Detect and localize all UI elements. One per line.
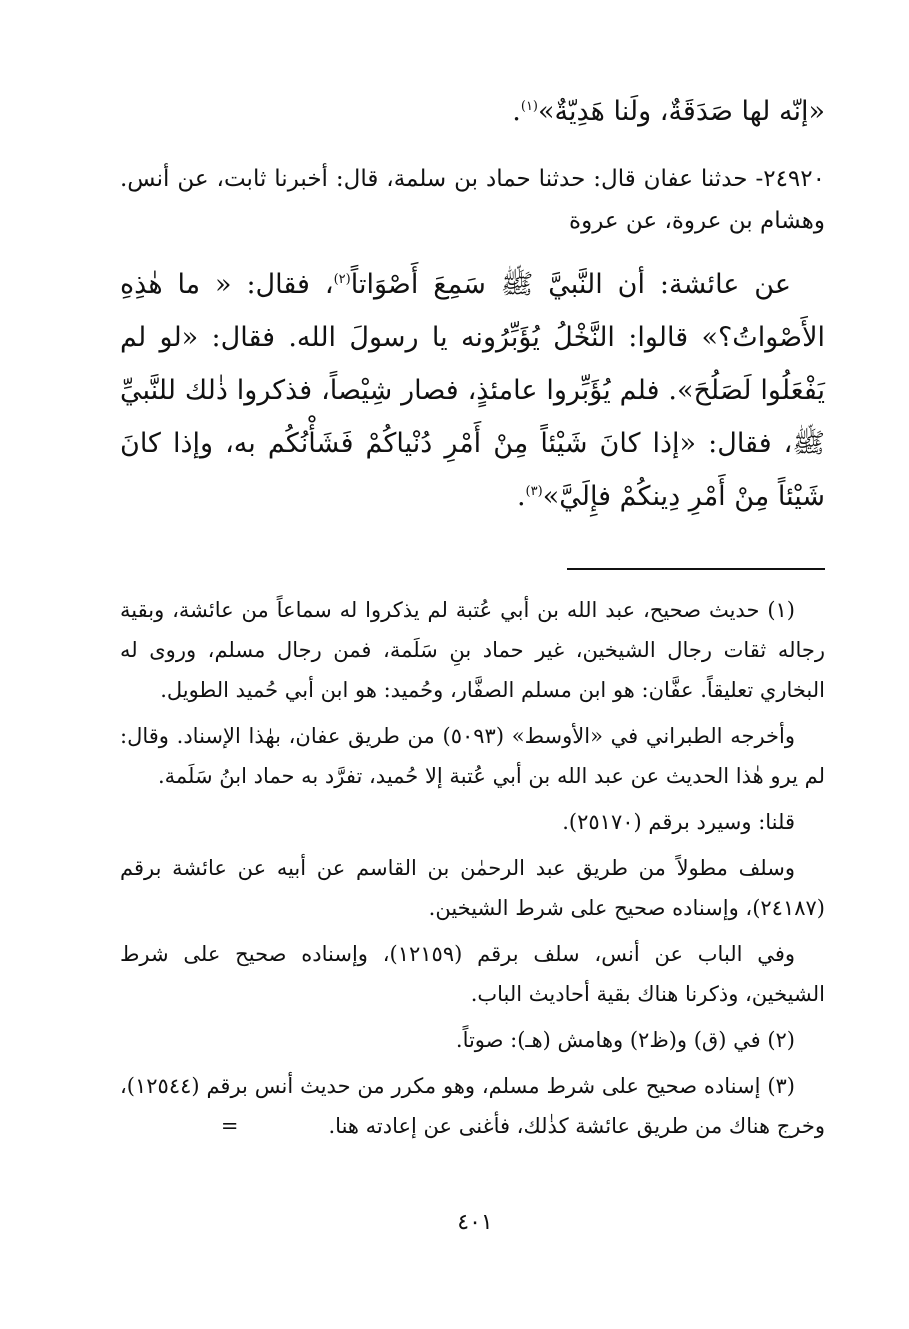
footnote-ref-3: (٣) [525, 484, 543, 499]
footnote-1-paragraph-2: وأخرجه الطبراني في «الأوسط» (٥٠٩٣) من طريق عفان، بهٰذا الإسناد. وقال: لم يرو هٰذا الحديث عن عبد الله بن أبي عُتبة إلا حُميد، تفرَّد به حماد ابنُ سَلَمة. [120, 724, 825, 788]
page [120, 0, 825, 1329]
page-number: ٤٠١ [457, 1210, 493, 1235]
footnote-3-text: (٣) إسناده صحيح على شرط مسلم، وهو مكرر من حديث أنس برقم (١٢٥٤٤)، وخرج هناك من طريق عائشة كذٰلك، فأغنى عن إعادته هنا. [120, 1074, 825, 1138]
footnote-3 [120, 1066, 825, 1146]
footnote-2: (٢) في (ق) و(ظ٢) وهامش (هـ): صوتاً. [455, 1028, 795, 1052]
previous-hadith-ending [120, 86, 825, 138]
footnote-ref-1: (١) [520, 99, 538, 114]
hadith-text-fragment: «إنّه لها صَدَقَةٌ، ولَنا هَدِيّةٌ» [538, 96, 825, 127]
isnad-text: حدثنا عفان قال: حدثنا حماد بن سلمة، قال: أخبرنا ثابت، عن أنس. وهشام بن عروة، عن عروة [120, 166, 825, 234]
footnote-divider [567, 568, 825, 570]
footnote-1-paragraph-3: قلنا: وسيرد برقم (٢٥١٧٠). [562, 810, 795, 834]
hadith-number: ٢٤٩٢٠- [755, 166, 825, 192]
matn-part-2: ، فقال: « ما هٰذِهِ الأَصْواتُ؟» قالوا: النَّخْلُ يُؤَبِّرُونه يا رسولَ الله. فقال: «لو لم يَفْعَلُوا لَصَلُحَ». فلم يُؤَبِّروا عامئذٍ، فصار شِيْصاً، فذكروا ذٰلك للنَّبيِّ ﷺ، فقال: «إذا كانَ شَيْئاً مِنْ أَمْرِ دُنْياكُمْ فَشَأْنُكُم به، وإذا كانَ شَيْئاً مِنْ أَمْرِ دِينكُمْ فإِلَيَّ» [120, 269, 825, 512]
hadith-isnad [120, 158, 825, 242]
matn-part-1: عن عائشة: أن النَّبيَّ ﷺ سَمِعَ أَصْوَاتاً [350, 269, 791, 300]
footnote-1-paragraph-4: وسلف مطولاً من طريق عبد الرحمٰن بن القاسم عن أبيه عن عائشة برقم (٢٤١٨٧)، وإسناده صحيح على شرط الشيخين. [120, 856, 825, 920]
hadith-matn [120, 258, 825, 523]
period: . [512, 96, 521, 127]
footnote-ref-2: (٢) [333, 272, 351, 287]
footnotes [120, 590, 825, 1152]
footnote-1: (١) حديث صحيح، عبد الله بن أبي عُتبة لم يذكروا له سماعاً من عائشة، وبقية رجاله ثقات رجال الشيخين، غير حماد بنِ سَلَمة، فمن رجال مسلم، وروى له البخاري تعليقاً. عفَّان: هو ابن مسلم الصفَّار، وحُميد: هو ابن أبي حُميد الطويل. [120, 598, 825, 702]
matn-end: . [516, 481, 526, 512]
footnote-1-paragraph-5: وفي الباب عن أنس، سلف برقم (١٢١٥٩)، وإسناده صحيح على شرط الشيخين، وذكرنا هناك بقية أحاديث الباب. [120, 942, 825, 1006]
continuation-mark: = [220, 1114, 239, 1138]
